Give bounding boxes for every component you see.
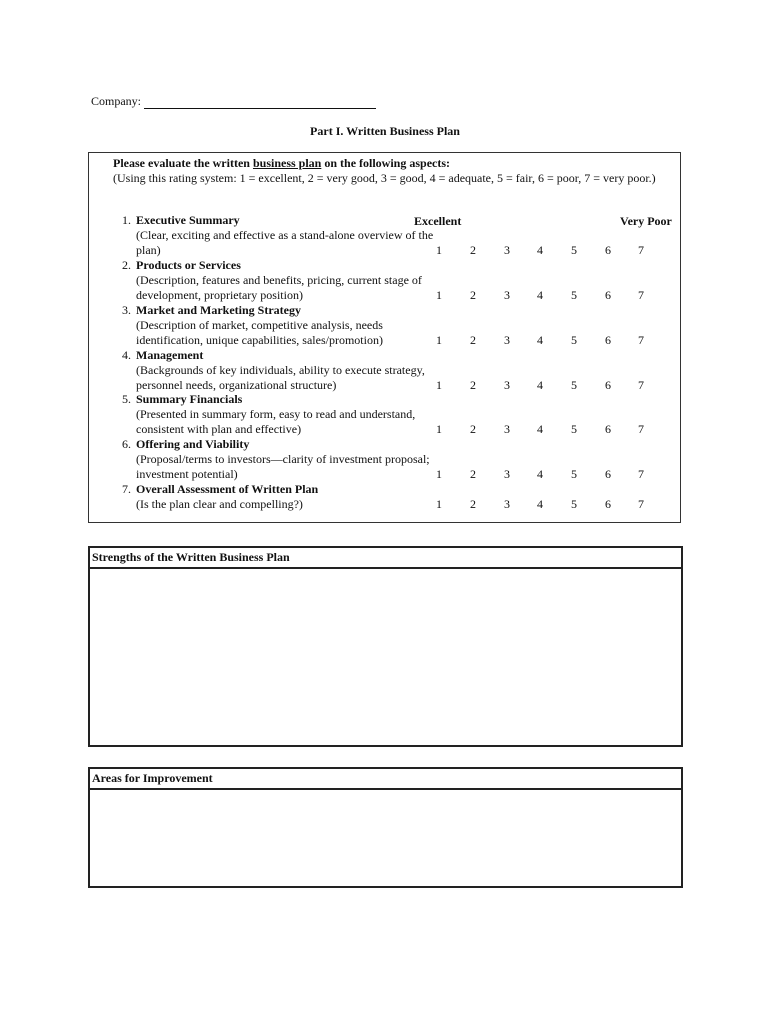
rating-option-1[interactable]: 1 (436, 288, 442, 302)
rating-option-3[interactable]: 3 (504, 333, 510, 347)
rating-option-1[interactable]: 1 (436, 497, 442, 511)
item-title: Offering and Viability (136, 437, 250, 451)
strengths-title: Strengths of the Written Business Plan (90, 548, 681, 569)
rating-option-6[interactable]: 6 (605, 422, 611, 436)
item-text (136, 482, 436, 512)
rating-system-text: (Using this rating system: 1 = excellent, 2 = very good, 3 = good, 4 = adequate, 5 = fair, 6 = poor, 7 = very poor.) (113, 171, 656, 185)
intro-link: business plan (252, 156, 322, 170)
item-title: Market and Marketing Strategy (136, 303, 301, 317)
item-description: (Clear, exciting and effective as a stand-alone overview of the plan) (136, 228, 434, 257)
strengths-text-area[interactable] (90, 569, 681, 745)
instructions-lead (113, 156, 450, 170)
item-description: (Description of market, competitive analysis, needs identification, unique capabilities, sales/promotion) (136, 318, 383, 347)
rating-option-2[interactable]: 2 (470, 467, 476, 481)
rating-option-5[interactable]: 5 (571, 497, 577, 511)
strengths-section (88, 546, 683, 747)
rating-option-6[interactable]: 6 (605, 467, 611, 481)
rating-option-5[interactable]: 5 (571, 422, 577, 436)
rating-option-6[interactable]: 6 (605, 243, 611, 257)
company-row (91, 94, 376, 109)
evaluation-box (88, 152, 681, 523)
rating-option-2[interactable]: 2 (470, 378, 476, 392)
rating-option-1[interactable]: 1 (436, 378, 442, 392)
rating-option-2[interactable]: 2 (470, 497, 476, 511)
rating-option-5[interactable]: 5 (571, 243, 577, 257)
rating-option-6[interactable]: 6 (605, 497, 611, 511)
rating-option-4[interactable]: 4 (537, 378, 543, 392)
rating-scale (429, 333, 664, 348)
item-text (136, 392, 436, 437)
rating-option-6[interactable]: 6 (605, 333, 611, 347)
rating-option-4[interactable]: 4 (537, 288, 543, 302)
rating-option-7[interactable]: 7 (638, 378, 644, 392)
rating-option-5[interactable]: 5 (571, 288, 577, 302)
rating-option-7[interactable]: 7 (638, 422, 644, 436)
item-description: (Is the plan clear and compelling?) (136, 497, 303, 511)
item-number: 5. (122, 392, 131, 406)
intro-suffix: on the following aspects: (321, 156, 451, 170)
rating-option-3[interactable]: 3 (504, 467, 510, 481)
rating-option-4[interactable]: 4 (537, 497, 543, 511)
item-text (136, 437, 436, 482)
rating-option-3[interactable]: 3 (504, 288, 510, 302)
rating-option-1[interactable]: 1 (436, 422, 442, 436)
rating-option-2[interactable]: 2 (470, 243, 476, 257)
rating-option-7[interactable]: 7 (638, 288, 644, 302)
rating-option-2[interactable]: 2 (470, 333, 476, 347)
rating-scale (429, 497, 664, 512)
rating-option-6[interactable]: 6 (605, 378, 611, 392)
rating-scale (429, 378, 664, 393)
rating-option-6[interactable]: 6 (605, 288, 611, 302)
rating-option-4[interactable]: 4 (537, 333, 543, 347)
item-description: (Proposal/terms to investors—clarity of investment proposal; investment potential) (136, 452, 430, 481)
rating-option-7[interactable]: 7 (638, 467, 644, 481)
rating-option-1[interactable]: 1 (436, 467, 442, 481)
item-description: (Backgrounds of key individuals, ability to execute strategy, personnel needs, organizational structure) (136, 363, 425, 392)
item-number: 4. (122, 348, 131, 362)
rating-option-3[interactable]: 3 (504, 422, 510, 436)
intro-prefix: Please evaluate the written (113, 156, 253, 170)
item-text (136, 348, 436, 393)
rating-option-2[interactable]: 2 (470, 288, 476, 302)
rating-option-7[interactable]: 7 (638, 243, 644, 257)
item-description: (Presented in summary form, easy to read and understand, consistent with plan and effective) (136, 407, 416, 436)
improvement-title: Areas for Improvement (90, 769, 681, 790)
item-number: 7. (122, 482, 131, 496)
improvement-text-area[interactable] (90, 790, 681, 886)
improvement-section (88, 767, 683, 888)
rating-option-5[interactable]: 5 (571, 467, 577, 481)
item-title: Management (136, 348, 204, 362)
company-input-line[interactable] (144, 96, 376, 109)
rating-scale (429, 422, 664, 437)
item-number: 6. (122, 437, 131, 451)
rating-option-4[interactable]: 4 (537, 243, 543, 257)
item-title: Summary Financials (136, 392, 243, 406)
rating-option-1[interactable]: 1 (436, 243, 442, 257)
rating-scale (429, 467, 664, 482)
rating-option-2[interactable]: 2 (470, 422, 476, 436)
item-number: 3. (122, 303, 131, 317)
rating-option-5[interactable]: 5 (571, 333, 577, 347)
item-number: 2. (122, 258, 131, 272)
page-title: Part I. Written Business Plan (310, 124, 460, 138)
item-number: 1. (122, 213, 131, 227)
evaluation-instructions (113, 156, 673, 186)
item-title: Overall Assessment of Written Plan (136, 482, 319, 496)
item-title: Executive Summary (136, 213, 240, 227)
rating-option-3[interactable]: 3 (504, 497, 510, 511)
item-text (136, 213, 436, 258)
rating-option-7[interactable]: 7 (638, 333, 644, 347)
item-description: (Description, features and benefits, pricing, current stage of development, proprietary position) (136, 273, 422, 302)
rating-scale (429, 288, 664, 303)
rating-option-4[interactable]: 4 (537, 422, 543, 436)
rating-option-3[interactable]: 3 (504, 243, 510, 257)
rating-scale (429, 243, 664, 258)
rating-option-4[interactable]: 4 (537, 467, 543, 481)
rating-option-1[interactable]: 1 (436, 333, 442, 347)
item-text (136, 303, 436, 348)
rating-option-3[interactable]: 3 (504, 378, 510, 392)
rating-option-7[interactable]: 7 (638, 497, 644, 511)
scale-header-excellent: Excellent (414, 214, 462, 228)
item-title: Products or Services (136, 258, 241, 272)
item-text (136, 258, 436, 303)
company-label: Company: (91, 94, 141, 108)
scale-header-very-poor: Very Poor (620, 214, 672, 228)
rating-option-5[interactable]: 5 (571, 378, 577, 392)
